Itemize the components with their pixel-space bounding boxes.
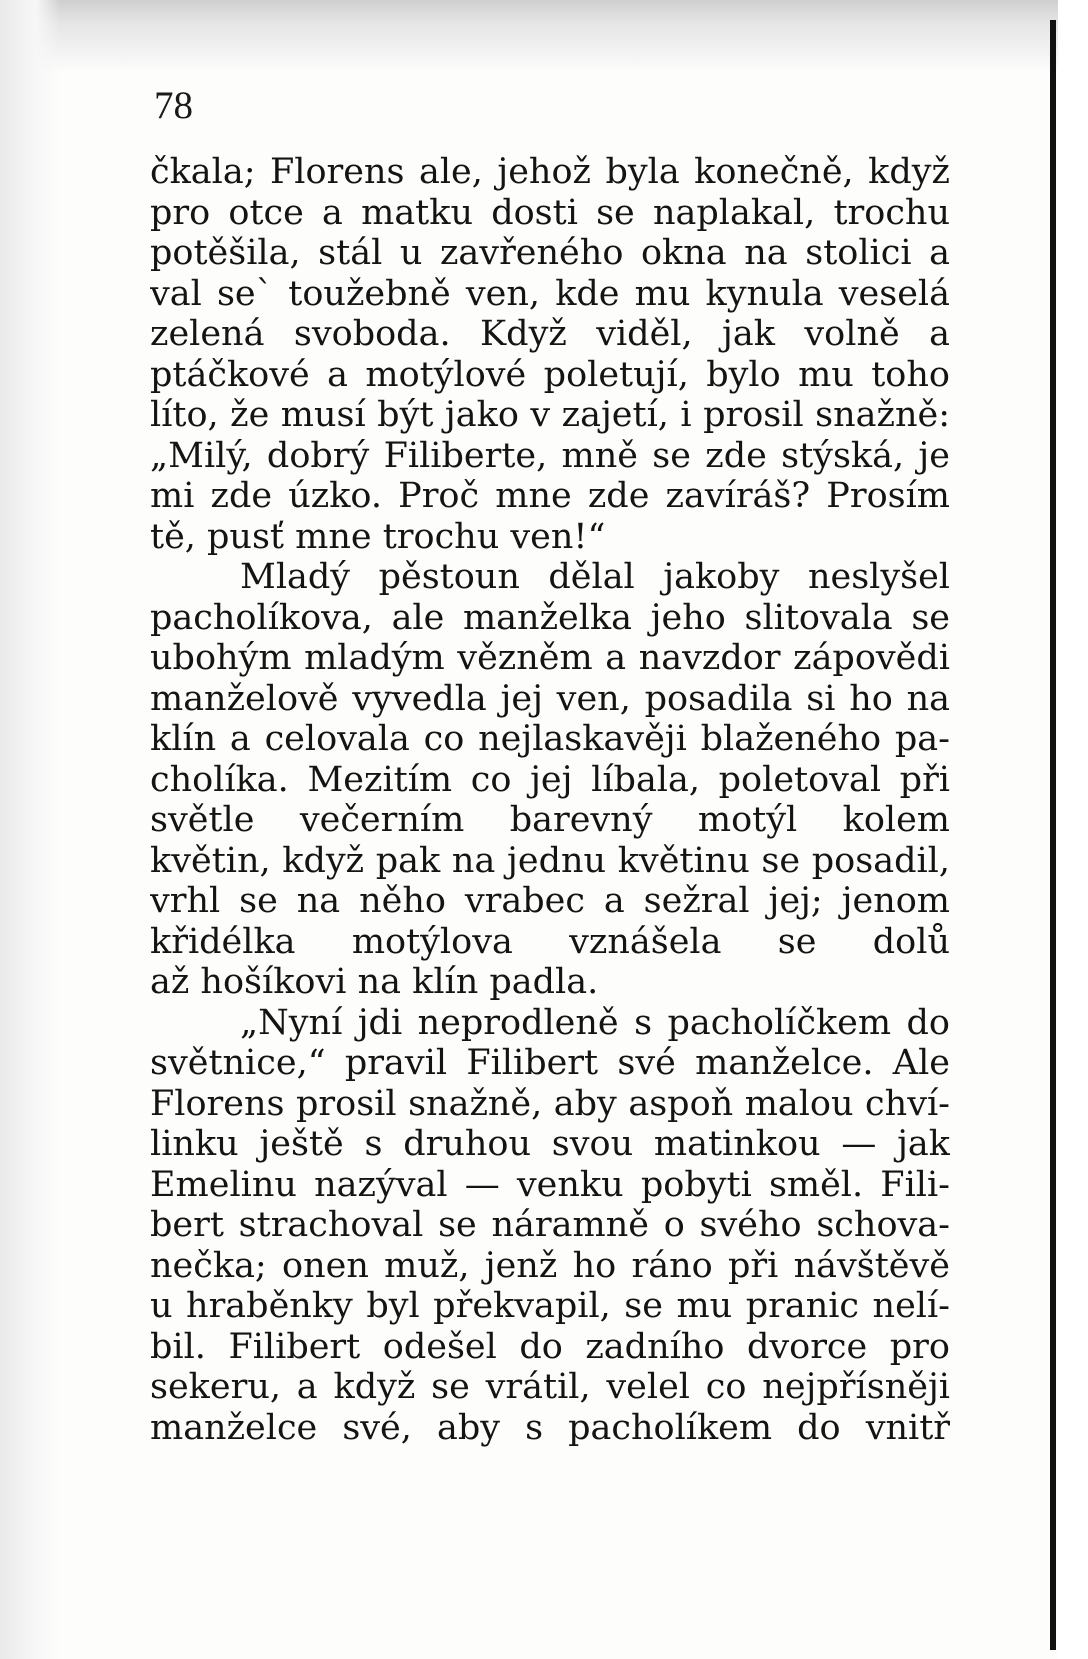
text-line: Florens prosil snažně, aby aspoň malou chví- [150, 1083, 950, 1124]
page-edge-line [1050, 20, 1056, 1650]
text-line: až hošíkovi na klín padla. [150, 962, 599, 1002]
text-line: čkala; Florens ale, jehož byla konečně, když [150, 152, 950, 192]
text-line: cholíka. Mezitím co jej líbala, poletoval při [150, 759, 950, 800]
text-line: pro otce a matku dosti se naplakal, trochu [150, 192, 950, 233]
text-line: světnice,“ pravil Filibert své manželce. Ale [150, 1043, 950, 1083]
text-line: „Milý, dobrý Filiberte, mně se zde stýská, je [150, 435, 950, 476]
text-line: klín a celovala co nejlaskavěji blaženého pa- [150, 719, 950, 759]
scan-left-shadow [0, 0, 60, 1659]
text-line: linku ještě s druhou svou matinkou — jak [150, 1124, 950, 1164]
text-line: křidélka motýlova vznášela se dolů [150, 921, 950, 962]
body-text [150, 152, 950, 1448]
text-line: „Nyní jdi neprodleně s pacholíčkem do [240, 1002, 950, 1043]
text-line: mi zde úzko. Proč mne zde zavíráš? Prosím [150, 476, 950, 516]
page-number: 78 [154, 84, 193, 127]
text-line: světle večerním barevný motýl kolem [150, 800, 950, 840]
text-line: nečka; onen muž, jenž ho ráno při návštěvě [150, 1245, 950, 1286]
text-line: u hraběnky byl překvapil, se mu pranic nelí- [150, 1286, 950, 1326]
text-line: květin, když pak na jednu květinu se posadil, [150, 840, 950, 881]
text-line: potěšila, stál u zavřeného okna na stolici a [150, 233, 950, 273]
text-line: Emelinu nazýval — venku pobyti směl. Fili- [150, 1164, 950, 1205]
text-line: vrhl se na něho vrabec a sežral jej; jenom [150, 881, 950, 921]
text-line: manželově vyvedla jej ven, posadila si ho na [150, 678, 950, 719]
text-line: ubohým mladým vězněm a navzdor zápovědi [150, 638, 950, 678]
text-line: tě, pusť mne trochu ven!“ [150, 516, 606, 557]
scan-top-shadow [0, 0, 1088, 70]
text-line: manželce své, aby s pacholíkem do vnitř [150, 1407, 950, 1448]
text-line: zelená svoboda. Když viděl, jak volně a [150, 314, 950, 354]
text-line: ptáčkové a motýlové poletují, bylo mu toho [150, 354, 950, 395]
text-line: líto, že musí být jako v zajetí, i prosil snažně: [150, 395, 950, 435]
text-line: val se` toužebně ven, kde mu kynula veselá [150, 273, 950, 314]
text-line: sekeru, a když se vrátil, velel co nejpřísněji [150, 1367, 950, 1407]
text-line: Mladý pěstoun dělal jakoby neslyšel [240, 557, 950, 597]
text-line: bil. Filibert odešel do zadního dvorce pro [150, 1326, 950, 1367]
text-line: pacholíkova, ale manželka jeho slitovala se [150, 597, 950, 638]
text-line: bert strachoval se náramně o svého schova- [150, 1205, 950, 1245]
scan-right-margin [1058, 0, 1088, 1659]
